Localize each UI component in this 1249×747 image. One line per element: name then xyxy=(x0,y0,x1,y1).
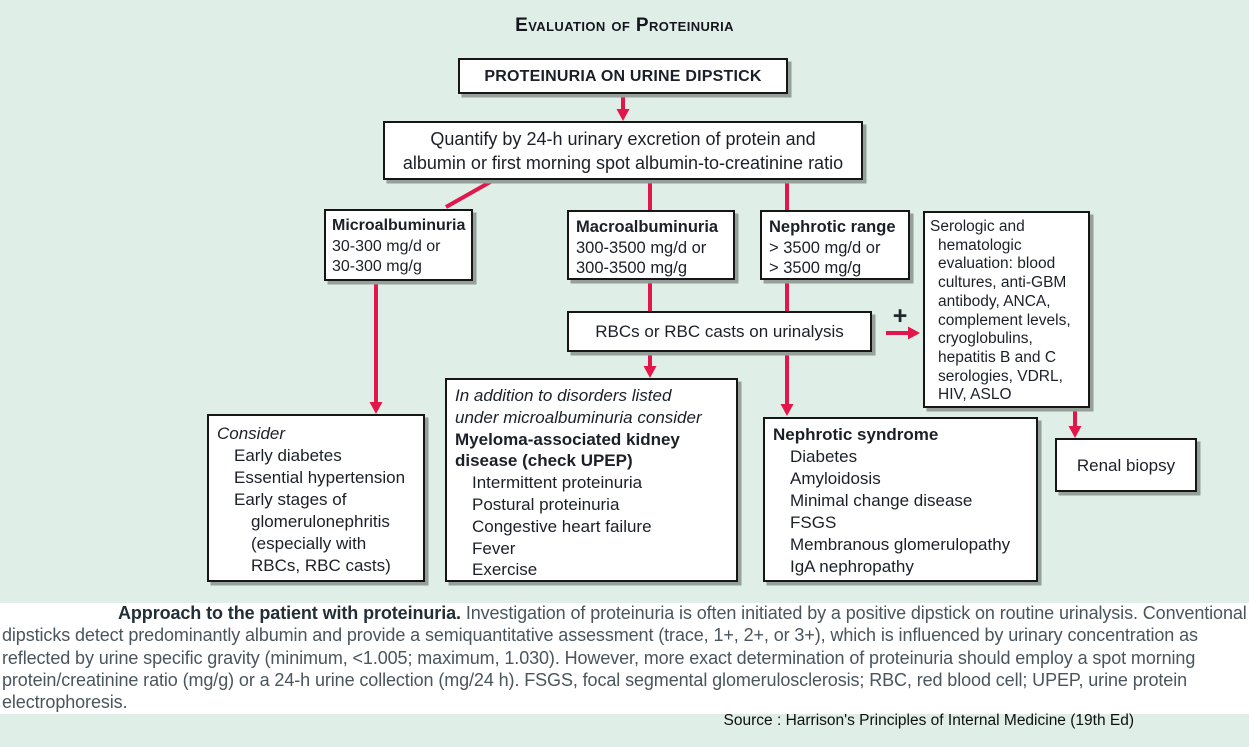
list-item: Amyloidosis xyxy=(790,469,881,488)
rbc-urinalysis-label: RBCs or RBC casts on urinalysis xyxy=(595,322,844,341)
nephrotic-syndrome-heading: Nephrotic syndrome xyxy=(773,425,939,444)
list-item: 300-3500 mg/g xyxy=(576,259,687,277)
nephrotic-range-values xyxy=(769,238,901,279)
list-item: under microalbuminuria consider xyxy=(455,407,702,427)
list-item: serologies, VDRL, xyxy=(938,367,1063,385)
macroalbuminuria-heading: Macroalbuminuria xyxy=(576,218,719,236)
list-item: 30-300 mg/d or xyxy=(332,237,441,255)
list-item: > 3500 mg/d or xyxy=(769,238,881,257)
microalbuminuria-box xyxy=(324,209,473,281)
list-item: HIV, ASLO xyxy=(938,386,1012,404)
nephrotic-syndrome-box xyxy=(763,417,1038,582)
list-item: Serologic and xyxy=(930,218,1025,235)
myeloma-box xyxy=(445,378,738,582)
nephrotic-range-heading: Nephrotic range xyxy=(769,218,896,236)
list-item: hematologic xyxy=(938,236,1022,254)
list-item: IgA nephropathy xyxy=(790,557,914,576)
myeloma-items xyxy=(455,472,728,581)
arrowhead-icon xyxy=(644,366,657,378)
nephrotic-range-box xyxy=(760,210,910,280)
arrowhead-icon xyxy=(781,404,794,416)
list-item: antibody, ANCA, xyxy=(938,292,1051,310)
list-item: Early stages of glomerulonephritis (especially with RBCs, RBC casts) xyxy=(234,490,391,575)
list-item: Congestive heart failure xyxy=(472,516,652,536)
consider-heading: Consider xyxy=(217,424,286,443)
myeloma-intro xyxy=(455,385,728,429)
list-item: 30-300 mg/g xyxy=(332,258,422,275)
list-item: Myeloma-associated kidney xyxy=(455,429,680,449)
list-item: Postural proteinuria xyxy=(472,494,620,514)
nephrotic-syndrome-items xyxy=(773,446,1028,578)
microalbuminuria-values xyxy=(332,237,465,278)
arrowhead-icon xyxy=(617,109,630,121)
list-item: cryoglobulins, xyxy=(938,330,1033,348)
consider-items xyxy=(217,445,415,577)
figure-caption xyxy=(2,602,1247,713)
caption-body: Investigation of proteinuria is often initiated by a positive dipstick on routine urinalysis. Conventional dipsticks detect predominantly albumin and provide a semiquantitative assessment (trace, 1+, 2+, or 3+), which is influenced by urinary concentration as reflected by urine specific gravity (minimum, <1.005; maximum, 1.030). However, more exact determination of proteinuria should employ a spot morning protein/creatinine ratio (mg/g) or a 24-h urine collection (mg/24 h). FSGS, focal segmental glomerulosclerosis; RBC, red blood cell; UPEP, urine protein electrophoresis. xyxy=(2,603,1247,713)
serologic-evaluation-box xyxy=(923,211,1090,408)
list-item: > 3500 mg/g xyxy=(769,259,862,277)
microalbuminuria-heading: Microalbuminuria xyxy=(332,217,466,234)
consider-box xyxy=(207,414,425,582)
list-item: disease (check UPEP) xyxy=(455,451,633,471)
caption-lead: Approach to the patient with proteinuria. xyxy=(118,603,461,623)
figure-title: Evaluation of Proteinuria xyxy=(515,15,734,36)
macroalbuminuria-box xyxy=(567,210,735,280)
list-item: Early diabetes xyxy=(234,446,342,465)
list-item: Exercise xyxy=(472,560,538,580)
list-item: In addition to disorders listed xyxy=(455,386,672,405)
renal-biopsy-label: Renal biopsy xyxy=(1076,455,1176,475)
dipstick-box xyxy=(458,58,788,94)
quantify-box xyxy=(383,121,863,180)
renal-biopsy-box xyxy=(1055,438,1197,492)
list-item: 300-3500 mg/d or xyxy=(576,238,707,257)
list-item: evaluation: blood xyxy=(938,255,1056,273)
arrowhead-icon xyxy=(370,402,383,414)
list-item: Intermittent proteinuria xyxy=(472,473,643,493)
arrow-line-quantify-to-micro xyxy=(446,181,492,207)
list-item: Quantify by 24-h urinary excretion of protein and xyxy=(430,129,816,149)
dipstick-label: PROTEINURIA ON URINE DIPSTICK xyxy=(484,67,762,85)
plus-sign: + xyxy=(892,302,908,330)
list-item: albumin or first morning spot albumin-to-creatinine ratio xyxy=(402,153,844,173)
list-item: complement levels, xyxy=(938,311,1071,329)
list-item: cultures, anti-GBM xyxy=(938,274,1067,292)
list-item: Essential hypertension xyxy=(234,468,406,487)
serologic-evaluation-text xyxy=(930,218,1083,405)
rbc-urinalysis-box xyxy=(567,311,872,352)
macroalbuminuria-values xyxy=(576,238,726,279)
list-item: Membranous glomerulopathy xyxy=(790,535,1011,554)
myeloma-disease xyxy=(455,429,728,473)
list-item: hepatitis B and C xyxy=(938,348,1057,366)
list-item: Fever xyxy=(472,538,516,558)
arrowhead-icon xyxy=(1069,426,1082,438)
list-item: Minimal change disease xyxy=(790,491,973,510)
source-attribution: Source : Harrison's Principles of Internal Medicine (19th Ed) xyxy=(723,712,1134,729)
list-item: Diabetes xyxy=(790,447,858,466)
list-item: FSGS xyxy=(790,513,837,532)
